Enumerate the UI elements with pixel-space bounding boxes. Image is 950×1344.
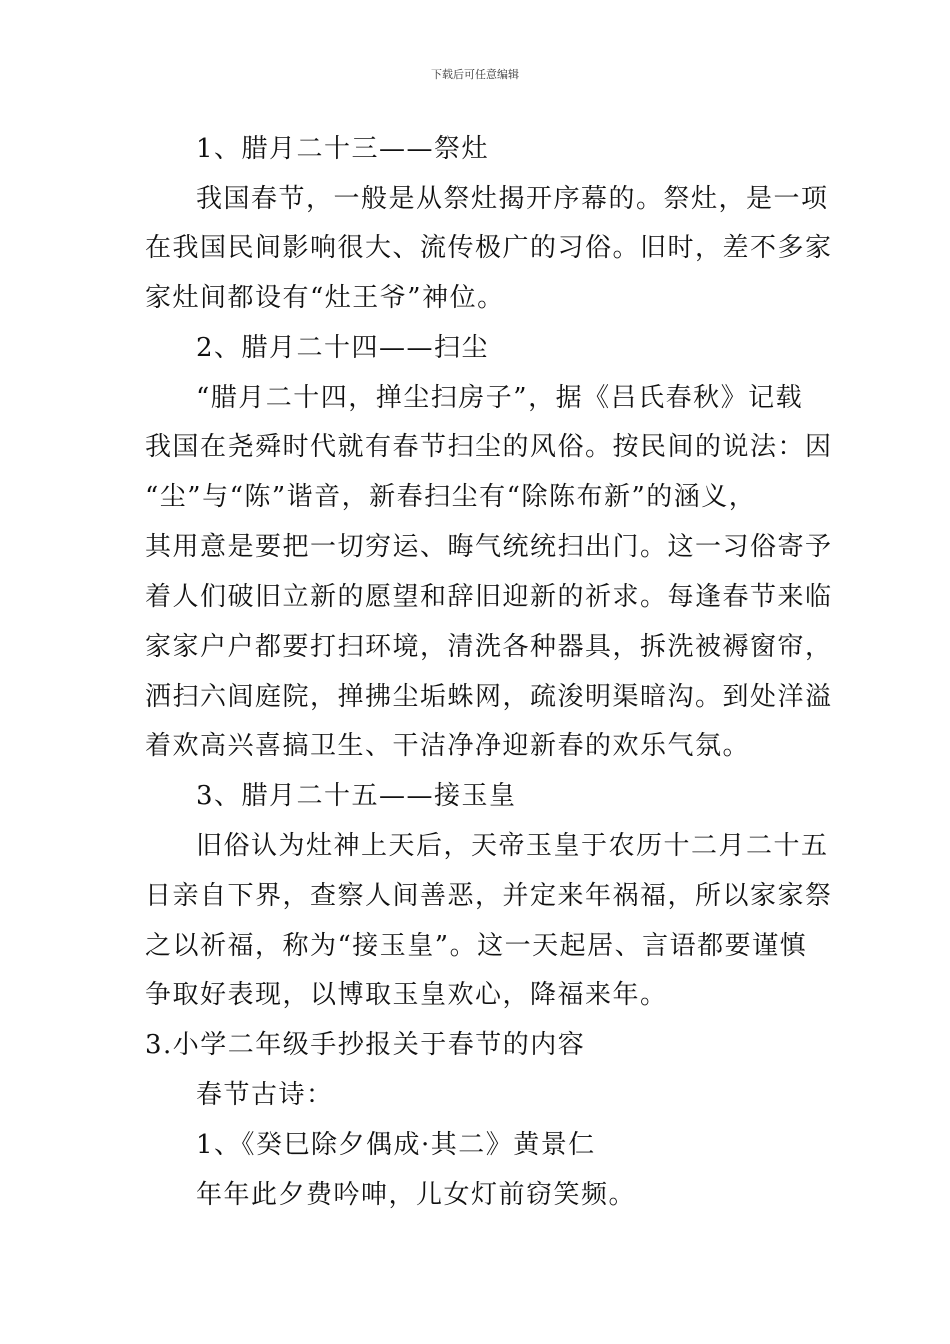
- paragraph-line: 我国春节，一般是从祭灶揭开序幕的。祭灶，是一项: [196, 184, 829, 214]
- paragraph-line: 其用意是要把一切穷运、晦气统统扫出门。这一习俗寄予: [145, 532, 833, 562]
- poem-line: 年年此夕费吟呻，儿女灯前窃笑频。: [196, 1180, 637, 1210]
- paragraph-line: 旧俗认为灶神上天后，天帝玉皇于农历十二月二十五: [196, 831, 829, 861]
- paragraph-line: 争取好表现，以博取玉皇欢心，降福来年。: [145, 980, 668, 1010]
- page-header: 下载后可任意编辑: [431, 68, 519, 81]
- heading-line: 2、腊月二十四——扫尘: [196, 333, 490, 363]
- poem-title-line: 1、《癸巳除夕偶成·其二》黄景仁: [196, 1130, 596, 1160]
- paragraph-line: 之以祈福，称为“接玉皇”。这一天起居、言语都要谨慎: [145, 931, 808, 961]
- paragraph-line: 着人们破旧立新的愿望和辞旧迎新的祈求。每逢春节来临: [145, 582, 833, 612]
- paragraph-line: 着欢高兴喜搞卫生、干洁净净迎新春的欢乐气氛。: [145, 731, 751, 761]
- paragraph-line: “尘”与“陈”谐音，新春扫尘有“除陈布新”的涵义，: [145, 482, 757, 512]
- heading-line: 3、腊月二十五——接玉皇: [196, 781, 517, 811]
- section-heading: 3.小学二年级手抄报关于春节的内容: [145, 1030, 586, 1060]
- heading-line: 1、腊月二十三——祭灶: [196, 134, 490, 164]
- paragraph-line: “腊月二十四，掸尘扫房子”，据《吕氏春秋》记载: [196, 383, 804, 413]
- paragraph-line: 洒扫六闾庭院，掸拂尘垢蛛网，疏浚明渠暗沟。到处洋溢: [145, 682, 833, 712]
- paragraph-line: 家家户户都要打扫环境，清洗各种器具，拆洗被褥窗帘，: [145, 632, 833, 662]
- paragraph-line: 日亲自下界，查察人间善恶，并定来年祸福，所以家家祭: [145, 881, 833, 911]
- subheading-line: 春节古诗：: [196, 1080, 334, 1110]
- paragraph-line: 在我国民间影响很大、流传极广的习俗。旧时，差不多家: [145, 233, 833, 263]
- paragraph-line: 我国在尧舜时代就有春节扫尘的风俗。按民间的说法：因: [145, 432, 833, 462]
- paragraph-line: 家灶间都设有“灶王爷”神位。: [145, 283, 505, 313]
